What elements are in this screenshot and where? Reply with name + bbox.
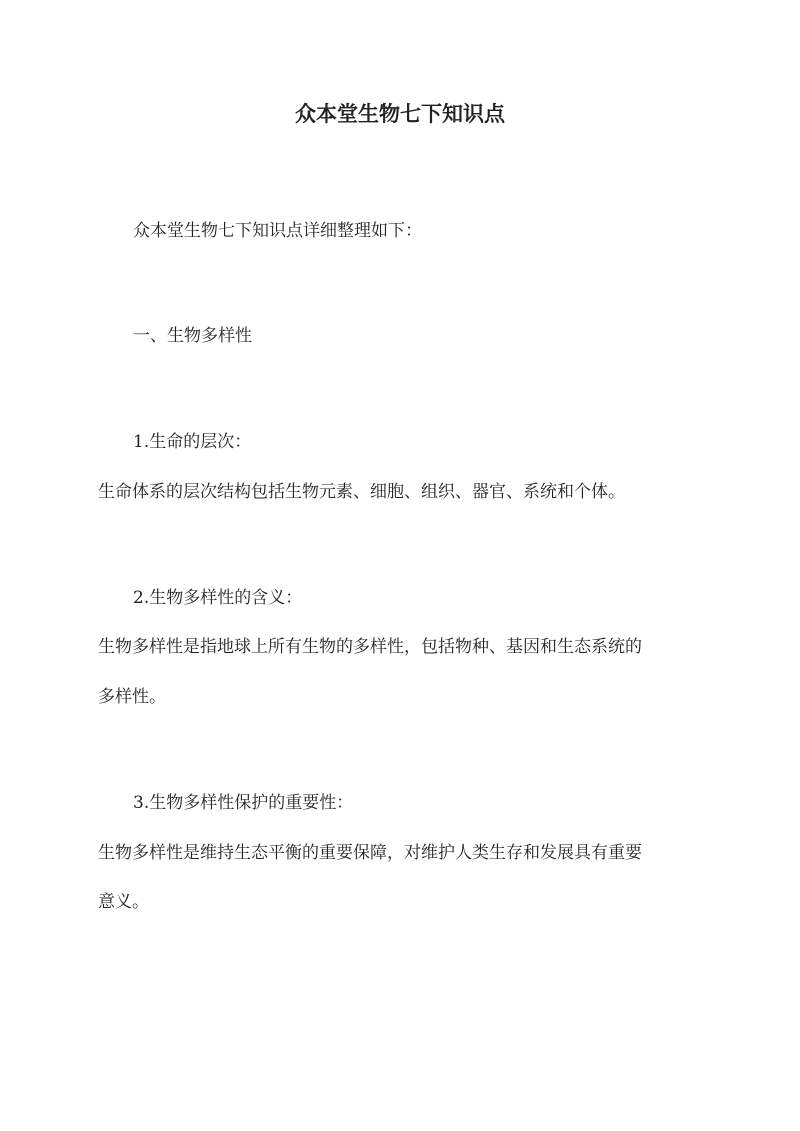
item-1-body-line-1: 生命体系的层次结构包括生物元素、细胞、组织、器官、系统和个体。 [98,482,625,502]
section-heading: 一、生物多样性 [133,326,252,346]
document-title: 众本堂生物七下知识点 [295,101,505,126]
item-3-heading: 3.生物多样性保护的重要性： [133,793,354,813]
item-2-heading: 2.生物多样性的含义： [133,588,303,608]
intro-text: 众本堂生物七下知识点详细整理如下： [133,221,422,241]
item-3-body-line-1: 生物多样性是维持生态平衡的重要保障，对维护人类生存和发展具有重要 [98,843,642,863]
item-2-body-line-2: 多样性。 [98,687,166,707]
item-3-body-line-2: 意义。 [98,892,149,912]
item-1-heading: 1.生命的层次： [133,432,252,452]
item-2-body-line-1: 生物多样性是指地球上所有生物的多样性，包括物种、基因和生态系统的 [98,637,642,657]
